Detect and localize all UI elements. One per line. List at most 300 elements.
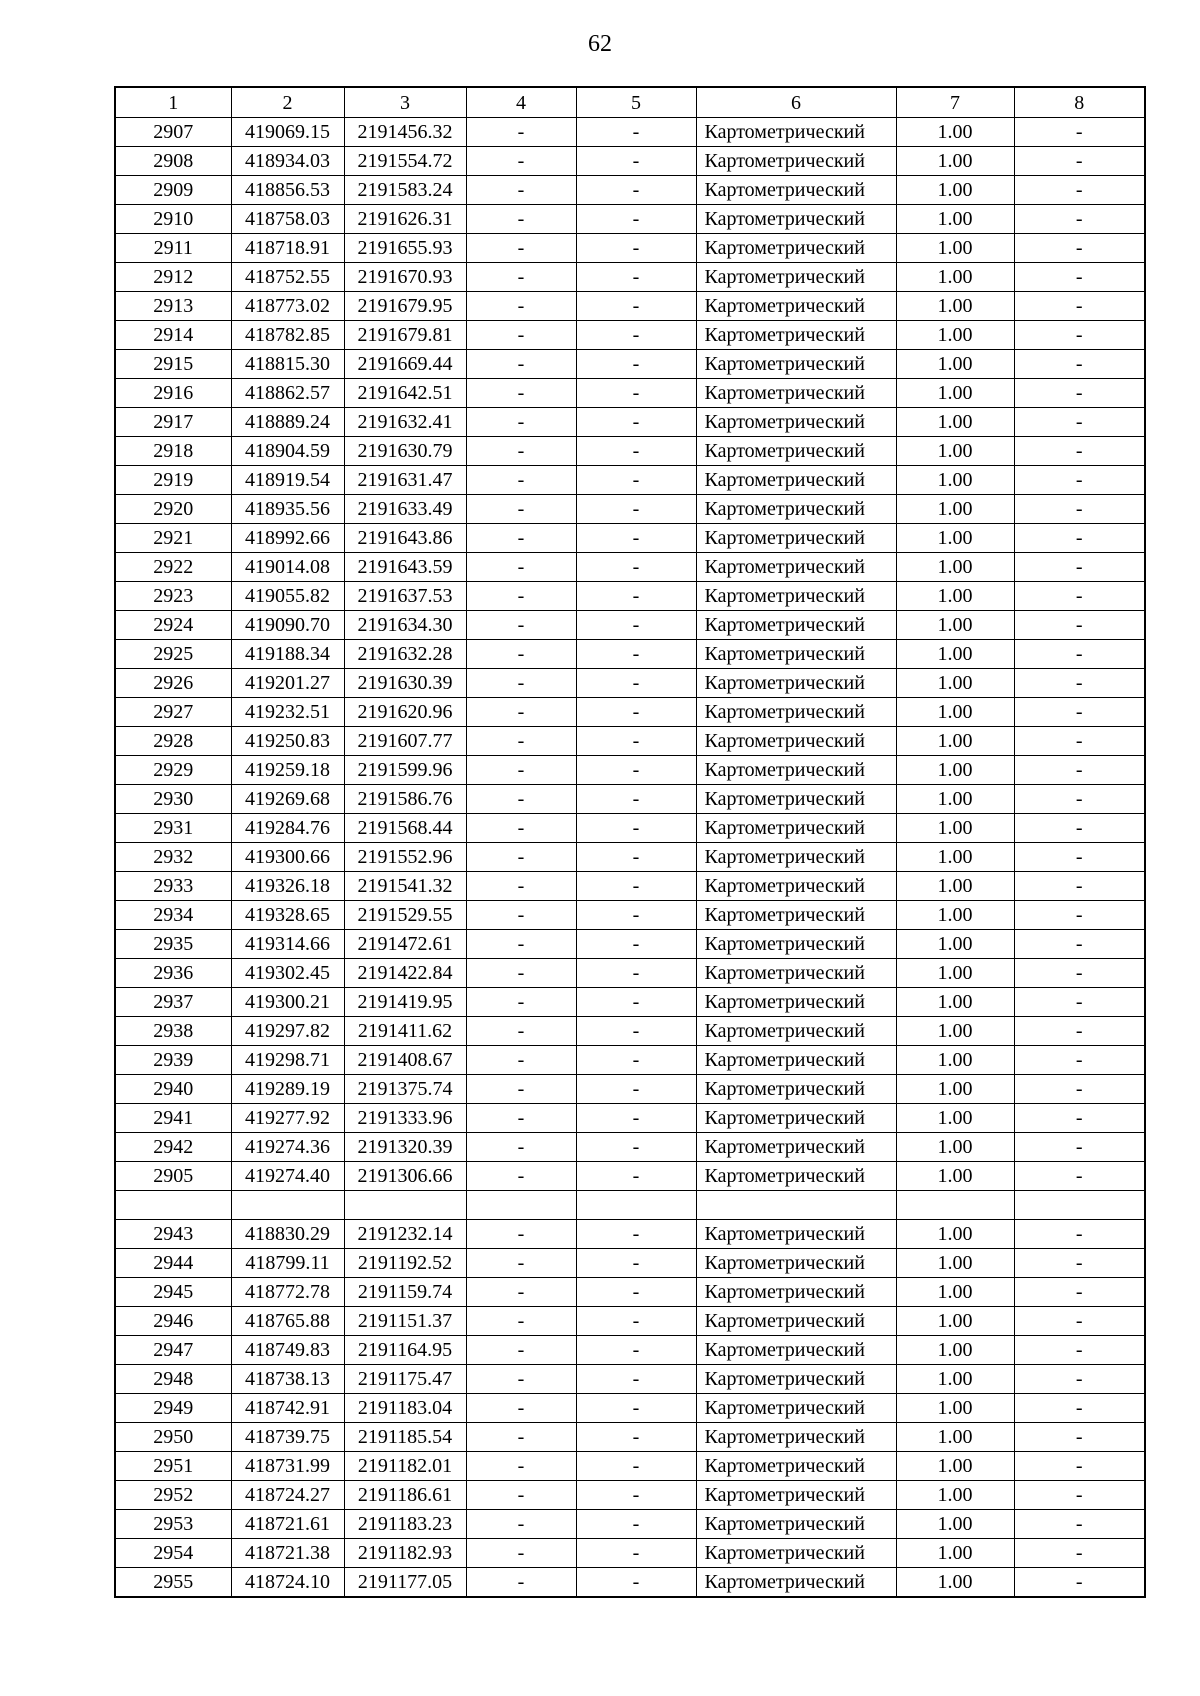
accuracy-cell [896, 1191, 1014, 1220]
method-cell: Картометрический [696, 495, 896, 524]
accuracy-cell: 1.00 [896, 437, 1014, 466]
table-row [115, 843, 1145, 872]
point-number-cell: 2954 [115, 1539, 231, 1568]
x-coordinate-cell: 419232.51 [231, 698, 344, 727]
col4-cell: - [466, 350, 576, 379]
point-number-cell: 2914 [115, 321, 231, 350]
accuracy-cell: 1.00 [896, 959, 1014, 988]
x-coordinate-cell: 418742.91 [231, 1394, 344, 1423]
col5-cell: - [576, 553, 696, 582]
accuracy-cell: 1.00 [896, 1249, 1014, 1278]
method-cell: Картометрический [696, 1510, 896, 1539]
point-number-cell: 2924 [115, 611, 231, 640]
accuracy-cell: 1.00 [896, 495, 1014, 524]
table-row [115, 495, 1145, 524]
col4-cell: - [466, 1017, 576, 1046]
point-number-cell: 2912 [115, 263, 231, 292]
col8-cell: - [1014, 901, 1145, 930]
col4-cell: - [466, 1539, 576, 1568]
point-number-cell [115, 1191, 231, 1220]
point-number-cell: 2910 [115, 205, 231, 234]
col5-cell: - [576, 669, 696, 698]
y-coordinate-cell: 2191554.72 [344, 147, 466, 176]
accuracy-cell: 1.00 [896, 1046, 1014, 1075]
accuracy-cell: 1.00 [896, 1307, 1014, 1336]
method-cell: Картометрический [696, 1046, 896, 1075]
point-number-cell: 2919 [115, 466, 231, 495]
x-coordinate-cell: 419297.82 [231, 1017, 344, 1046]
col5-cell: - [576, 843, 696, 872]
col5-cell [576, 1191, 696, 1220]
col5-cell: - [576, 1539, 696, 1568]
point-number-cell: 2951 [115, 1452, 231, 1481]
col5-cell: - [576, 1307, 696, 1336]
point-number-cell: 2918 [115, 437, 231, 466]
y-coordinate-cell: 2191655.93 [344, 234, 466, 263]
method-cell: Картометрический [696, 1220, 896, 1249]
col8-cell: - [1014, 1452, 1145, 1481]
method-cell: Картометрический [696, 118, 896, 147]
col8-cell: - [1014, 524, 1145, 553]
col8-cell: - [1014, 1481, 1145, 1510]
col8-cell: - [1014, 118, 1145, 147]
col4-cell: - [466, 727, 576, 756]
col8-cell: - [1014, 814, 1145, 843]
table-row [115, 524, 1145, 553]
accuracy-cell: 1.00 [896, 1510, 1014, 1539]
method-cell: Картометрический [696, 814, 896, 843]
col5-cell: - [576, 1017, 696, 1046]
point-number-cell: 2922 [115, 553, 231, 582]
col8-cell: - [1014, 1133, 1145, 1162]
point-number-cell: 2905 [115, 1162, 231, 1191]
y-coordinate-cell: 2191185.54 [344, 1423, 466, 1452]
point-number-cell: 2908 [115, 147, 231, 176]
col8-cell: - [1014, 930, 1145, 959]
accuracy-cell: 1.00 [896, 1075, 1014, 1104]
y-coordinate-cell: 2191183.23 [344, 1510, 466, 1539]
col4-cell: - [466, 1278, 576, 1307]
col5-cell: - [576, 466, 696, 495]
table-row [115, 901, 1145, 930]
method-cell: Картометрический [696, 756, 896, 785]
x-coordinate-cell: 419298.71 [231, 1046, 344, 1075]
point-number-cell: 2936 [115, 959, 231, 988]
x-coordinate-cell: 419069.15 [231, 118, 344, 147]
col4-cell: - [466, 756, 576, 785]
point-number-cell: 2945 [115, 1278, 231, 1307]
col5-cell: - [576, 263, 696, 292]
accuracy-cell: 1.00 [896, 988, 1014, 1017]
table-row [115, 1075, 1145, 1104]
col4-cell: - [466, 1104, 576, 1133]
accuracy-cell: 1.00 [896, 727, 1014, 756]
y-coordinate-cell: 2191626.31 [344, 205, 466, 234]
col5-cell: - [576, 1162, 696, 1191]
point-number-cell: 2927 [115, 698, 231, 727]
table-row [115, 1249, 1145, 1278]
col4-cell: - [466, 872, 576, 901]
y-coordinate-cell: 2191541.32 [344, 872, 466, 901]
method-cell: Картометрический [696, 1568, 896, 1598]
x-coordinate-cell: 418731.99 [231, 1452, 344, 1481]
col8-cell: - [1014, 1017, 1145, 1046]
col5-cell: - [576, 1075, 696, 1104]
method-cell: Картометрический [696, 379, 896, 408]
col5-cell: - [576, 205, 696, 234]
col4-cell: - [466, 1481, 576, 1510]
coordinates-table [114, 86, 1146, 1598]
col5-cell: - [576, 1046, 696, 1075]
col8-cell: - [1014, 1539, 1145, 1568]
point-number-cell: 2909 [115, 176, 231, 205]
x-coordinate-cell: 418799.11 [231, 1249, 344, 1278]
table-row [115, 263, 1145, 292]
col4-cell: - [466, 988, 576, 1017]
y-coordinate-cell: 2191607.77 [344, 727, 466, 756]
accuracy-cell: 1.00 [896, 872, 1014, 901]
method-cell [696, 1191, 896, 1220]
col5-cell: - [576, 292, 696, 321]
method-cell: Картометрический [696, 1452, 896, 1481]
y-coordinate-cell: 2191642.51 [344, 379, 466, 408]
col8-cell: - [1014, 611, 1145, 640]
col5-cell: - [576, 1278, 696, 1307]
col8-cell: - [1014, 1162, 1145, 1191]
col5-cell: - [576, 350, 696, 379]
accuracy-cell: 1.00 [896, 1162, 1014, 1191]
point-number-cell: 2915 [115, 350, 231, 379]
y-coordinate-cell: 2191419.95 [344, 988, 466, 1017]
x-coordinate-cell: 418889.24 [231, 408, 344, 437]
col8-cell: - [1014, 379, 1145, 408]
col5-cell: - [576, 118, 696, 147]
col8-cell: - [1014, 234, 1145, 263]
x-coordinate-cell: 418919.54 [231, 466, 344, 495]
table-row [115, 988, 1145, 1017]
col8-cell: - [1014, 785, 1145, 814]
y-coordinate-cell: 2191630.79 [344, 437, 466, 466]
col5-cell: - [576, 959, 696, 988]
header-cell: 5 [576, 87, 696, 118]
col8-cell: - [1014, 205, 1145, 234]
method-cell: Картометрический [696, 1394, 896, 1423]
method-cell: Картометрический [696, 1365, 896, 1394]
point-number-cell: 2934 [115, 901, 231, 930]
col5-cell: - [576, 1249, 696, 1278]
method-cell: Картометрический [696, 147, 896, 176]
col4-cell: - [466, 1075, 576, 1104]
y-coordinate-cell: 2191164.95 [344, 1336, 466, 1365]
table-row [115, 1104, 1145, 1133]
y-coordinate-cell: 2191679.95 [344, 292, 466, 321]
col4-cell: - [466, 234, 576, 263]
table-row [115, 1278, 1145, 1307]
method-cell: Картометрический [696, 959, 896, 988]
x-coordinate-cell: 418782.85 [231, 321, 344, 350]
method-cell: Картометрический [696, 553, 896, 582]
method-cell: Картометрический [696, 930, 896, 959]
col4-cell: - [466, 843, 576, 872]
method-cell: Картометрический [696, 321, 896, 350]
table-row [115, 930, 1145, 959]
y-coordinate-cell: 2191186.61 [344, 1481, 466, 1510]
x-coordinate-cell: 419014.08 [231, 553, 344, 582]
method-cell: Картометрический [696, 843, 896, 872]
method-cell: Картометрический [696, 1017, 896, 1046]
col5-cell: - [576, 234, 696, 263]
table-row [115, 727, 1145, 756]
y-coordinate-cell: 2191306.66 [344, 1162, 466, 1191]
accuracy-cell: 1.00 [896, 1365, 1014, 1394]
col8-cell: - [1014, 495, 1145, 524]
point-number-cell: 2947 [115, 1336, 231, 1365]
accuracy-cell: 1.00 [896, 379, 1014, 408]
method-cell: Картометрический [696, 1104, 896, 1133]
x-coordinate-cell: 418752.55 [231, 263, 344, 292]
accuracy-cell: 1.00 [896, 1220, 1014, 1249]
table-row [115, 959, 1145, 988]
method-cell: Картометрический [696, 988, 896, 1017]
table-row [115, 205, 1145, 234]
y-coordinate-cell: 2191375.74 [344, 1075, 466, 1104]
col4-cell: - [466, 1307, 576, 1336]
table-row [115, 582, 1145, 611]
y-coordinate-cell: 2191552.96 [344, 843, 466, 872]
accuracy-cell: 1.00 [896, 1017, 1014, 1046]
col8-cell: - [1014, 553, 1145, 582]
col4-cell: - [466, 1452, 576, 1481]
col8-cell: - [1014, 843, 1145, 872]
table-row [115, 1539, 1145, 1568]
method-cell: Картометрический [696, 408, 896, 437]
point-number-cell: 2944 [115, 1249, 231, 1278]
x-coordinate-cell: 418718.91 [231, 234, 344, 263]
col8-cell: - [1014, 698, 1145, 727]
col4-cell [466, 1191, 576, 1220]
method-cell: Картометрический [696, 350, 896, 379]
point-number-cell: 2928 [115, 727, 231, 756]
accuracy-cell: 1.00 [896, 1568, 1014, 1598]
col8-cell: - [1014, 321, 1145, 350]
col4-cell: - [466, 1336, 576, 1365]
header-cell: 7 [896, 87, 1014, 118]
y-coordinate-cell: 2191634.30 [344, 611, 466, 640]
point-number-cell: 2913 [115, 292, 231, 321]
table-row [115, 1452, 1145, 1481]
method-cell: Картометрический [696, 1481, 896, 1510]
table-row [115, 1220, 1145, 1249]
col8-cell: - [1014, 727, 1145, 756]
point-number-cell: 2943 [115, 1220, 231, 1249]
col5-cell: - [576, 1452, 696, 1481]
x-coordinate-cell: 418758.03 [231, 205, 344, 234]
point-number-cell: 2923 [115, 582, 231, 611]
col4-cell: - [466, 437, 576, 466]
point-number-cell: 2926 [115, 669, 231, 698]
col5-cell: - [576, 1394, 696, 1423]
point-number-cell: 2931 [115, 814, 231, 843]
method-cell: Картометрический [696, 1075, 896, 1104]
accuracy-cell: 1.00 [896, 263, 1014, 292]
accuracy-cell: 1.00 [896, 756, 1014, 785]
accuracy-cell: 1.00 [896, 640, 1014, 669]
x-coordinate-cell [231, 1191, 344, 1220]
col4-cell: - [466, 930, 576, 959]
x-coordinate-cell: 419274.40 [231, 1162, 344, 1191]
table-row [115, 1191, 1145, 1220]
accuracy-cell: 1.00 [896, 205, 1014, 234]
accuracy-cell: 1.00 [896, 118, 1014, 147]
col4-cell: - [466, 379, 576, 408]
y-coordinate-cell: 2191182.01 [344, 1452, 466, 1481]
y-coordinate-cell: 2191586.76 [344, 785, 466, 814]
method-cell: Картометрический [696, 263, 896, 292]
accuracy-cell: 1.00 [896, 582, 1014, 611]
x-coordinate-cell: 419300.66 [231, 843, 344, 872]
col4-cell: - [466, 1510, 576, 1539]
col4-cell: - [466, 524, 576, 553]
y-coordinate-cell: 2191183.04 [344, 1394, 466, 1423]
y-coordinate-cell: 2191411.62 [344, 1017, 466, 1046]
accuracy-cell: 1.00 [896, 292, 1014, 321]
col4-cell: - [466, 1365, 576, 1394]
y-coordinate-cell: 2191670.93 [344, 263, 466, 292]
col5-cell: - [576, 1133, 696, 1162]
accuracy-cell: 1.00 [896, 1278, 1014, 1307]
x-coordinate-cell: 418773.02 [231, 292, 344, 321]
col5-cell: - [576, 901, 696, 930]
point-number-cell: 2948 [115, 1365, 231, 1394]
col4-cell: - [466, 1249, 576, 1278]
x-coordinate-cell: 419188.34 [231, 640, 344, 669]
point-number-cell: 2941 [115, 1104, 231, 1133]
y-coordinate-cell: 2191151.37 [344, 1307, 466, 1336]
x-coordinate-cell: 418738.13 [231, 1365, 344, 1394]
col4-cell: - [466, 698, 576, 727]
method-cell: Картометрический [696, 640, 896, 669]
col8-cell [1014, 1191, 1145, 1220]
x-coordinate-cell: 418724.27 [231, 1481, 344, 1510]
col5-cell: - [576, 524, 696, 553]
col4-cell: - [466, 118, 576, 147]
table-row [115, 379, 1145, 408]
table-row [115, 553, 1145, 582]
page-number: 62 [588, 31, 612, 57]
table-row [115, 1481, 1145, 1510]
x-coordinate-cell: 418765.88 [231, 1307, 344, 1336]
point-number-cell: 2942 [115, 1133, 231, 1162]
col8-cell: - [1014, 959, 1145, 988]
y-coordinate-cell: 2191643.59 [344, 553, 466, 582]
method-cell: Картометрический [696, 1278, 896, 1307]
col5-cell: - [576, 640, 696, 669]
accuracy-cell: 1.00 [896, 176, 1014, 205]
point-number-cell: 2938 [115, 1017, 231, 1046]
point-number-cell: 2932 [115, 843, 231, 872]
accuracy-cell: 1.00 [896, 814, 1014, 843]
table-row [115, 350, 1145, 379]
col8-cell: - [1014, 640, 1145, 669]
method-cell: Картометрический [696, 176, 896, 205]
table-row [115, 785, 1145, 814]
col8-cell: - [1014, 1046, 1145, 1075]
x-coordinate-cell: 419274.36 [231, 1133, 344, 1162]
col4-cell: - [466, 321, 576, 350]
accuracy-cell: 1.00 [896, 234, 1014, 263]
col5-cell: - [576, 1104, 696, 1133]
col5-cell: - [576, 698, 696, 727]
table-body [115, 87, 1145, 1597]
x-coordinate-cell: 419259.18 [231, 756, 344, 785]
col4-cell: - [466, 495, 576, 524]
col8-cell: - [1014, 1568, 1145, 1598]
point-number-cell: 2937 [115, 988, 231, 1017]
table-row [115, 1365, 1145, 1394]
y-coordinate-cell: 2191632.28 [344, 640, 466, 669]
accuracy-cell: 1.00 [896, 843, 1014, 872]
method-cell: Картометрический [696, 1133, 896, 1162]
method-cell: Картометрический [696, 698, 896, 727]
method-cell: Картометрический [696, 524, 896, 553]
table-row [115, 437, 1145, 466]
col8-cell: - [1014, 1307, 1145, 1336]
col8-cell: - [1014, 669, 1145, 698]
x-coordinate-cell: 419326.18 [231, 872, 344, 901]
col4-cell: - [466, 553, 576, 582]
table-row [115, 292, 1145, 321]
x-coordinate-cell: 418749.83 [231, 1336, 344, 1365]
x-coordinate-cell: 418830.29 [231, 1220, 344, 1249]
col5-cell: - [576, 321, 696, 350]
col4-cell: - [466, 292, 576, 321]
accuracy-cell: 1.00 [896, 350, 1014, 379]
col5-cell: - [576, 988, 696, 1017]
y-coordinate-cell: 2191422.84 [344, 959, 466, 988]
table-row [115, 408, 1145, 437]
method-cell: Картометрический [696, 466, 896, 495]
accuracy-cell: 1.00 [896, 698, 1014, 727]
x-coordinate-cell: 419314.66 [231, 930, 344, 959]
method-cell: Картометрический [696, 437, 896, 466]
point-number-cell: 2917 [115, 408, 231, 437]
point-number-cell: 2950 [115, 1423, 231, 1452]
col8-cell: - [1014, 988, 1145, 1017]
accuracy-cell: 1.00 [896, 147, 1014, 176]
col5-cell: - [576, 1568, 696, 1598]
point-number-cell: 2935 [115, 930, 231, 959]
y-coordinate-cell: 2191643.86 [344, 524, 466, 553]
col4-cell: - [466, 669, 576, 698]
method-cell: Картометрический [696, 727, 896, 756]
col5-cell: - [576, 872, 696, 901]
point-number-cell: 2929 [115, 756, 231, 785]
table-header-row [115, 87, 1145, 118]
method-cell: Картометрический [696, 234, 896, 263]
col8-cell: - [1014, 1336, 1145, 1365]
col8-cell: - [1014, 1075, 1145, 1104]
y-coordinate-cell: 2191456.32 [344, 118, 466, 147]
x-coordinate-cell: 418721.61 [231, 1510, 344, 1539]
table-row [115, 640, 1145, 669]
col4-cell: - [466, 1568, 576, 1598]
col8-cell: - [1014, 1365, 1145, 1394]
col8-cell: - [1014, 1104, 1145, 1133]
x-coordinate-cell: 418935.56 [231, 495, 344, 524]
method-cell: Картометрический [696, 1162, 896, 1191]
table-row [115, 1307, 1145, 1336]
point-number-cell: 2920 [115, 495, 231, 524]
